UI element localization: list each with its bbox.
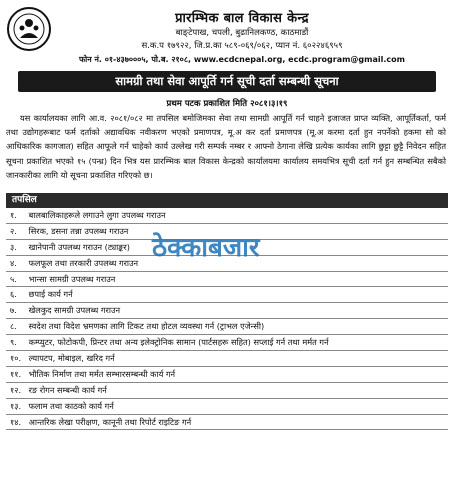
- list-item: [6, 367, 448, 383]
- item-text: छपाई कार्य गर्न: [28, 289, 73, 300]
- list-item: [6, 303, 448, 319]
- item-text: सिरक, डसना तन्ना उपलब्ध गराउन: [28, 225, 129, 236]
- item-text: भौतिक निर्माण तथा मर्मत सम्भारसम्बन्धी कार्य गर्न: [28, 368, 176, 379]
- list-item: [6, 272, 448, 288]
- list-item: [6, 351, 448, 367]
- item-number: ९.: [10, 337, 17, 348]
- item-text: आन्तरिक लेखा परीक्षण, कानूनी तथा रिपोर्ट राइटिङ गर्न: [28, 416, 192, 427]
- list-item: [6, 287, 448, 303]
- item-number: ५.: [10, 273, 17, 284]
- notice-title: सामग्री तथा सेवा आपूर्ति गर्न सूची दर्ता सम्बन्धी सूचना: [18, 71, 436, 92]
- item-number: ६.: [10, 289, 17, 300]
- list-item: [6, 399, 448, 415]
- list-item: [6, 319, 448, 335]
- item-text: फलाम तथा काठको कार्य गर्न: [28, 400, 114, 411]
- item-number: १०.: [10, 353, 22, 364]
- item-number: ३.: [10, 241, 17, 252]
- item-number: १४.: [10, 416, 22, 427]
- organization-title: प्रारम्भिक बाल विकास केन्द्र: [175, 11, 309, 26]
- organization-address: बाङ्टेपाख, चपली, बुढानिलकण्ठ, काठमाडौं: [175, 28, 309, 38]
- item-text: भान्सा सामग्री उपलब्ध गराउन: [28, 273, 116, 284]
- item-text: खेलकुद सामग्री उपलब्ध गराउन: [28, 305, 120, 316]
- item-number: ४.: [10, 257, 17, 268]
- list-item: [6, 335, 448, 351]
- item-text: फलफूल तथा तरकारी उपलब्ध गराउन: [28, 257, 139, 268]
- item-text: रङ रोगन सम्बन्धी कार्य गर्न: [28, 384, 107, 395]
- registration-info: स.क.प १७९२२, जि.प्र.का ५८९-०६९/०६२, प्यान नं. ६०२२४६९५९: [141, 41, 343, 51]
- item-text: ल्यापटप, मोबाइल, खरिद गर्न: [28, 353, 115, 364]
- item-text: स्वदेश तथा विदेश भ्रमणका लागि टिकट तथा होटल व्यवस्था गर्न (ट्राभल एजेन्सी): [28, 321, 265, 332]
- item-number: ७.: [10, 305, 17, 316]
- watermark-logo: [150, 222, 310, 268]
- notice-body: यस कार्यालयका लागि आ.व. २०८१/०८२ मा तपसिल बमोजिमका सेवा तथा सामग्री आपूर्ति गर्न चाहने इजाजत प्राप्त व्यक्ति, आपूर्तिकर्ता, फर्म तथा उद्योगहरूबाट फर्म दर्ताको अद्यावधिक नवीकरण भएको प्रमाणपत्र, मू.अ कर दर्ता प्रमाणपत्र (मू.अ करमा दर्ता हुन नपर्नेको हकमा सो को आधिकारिक कागजात) सहित आफूले गर्न चाहेको कार्य उल्लेख गरी सम्पर्क नम्बर र आफ्नो ठेगाना लेखि प्रत्येक कार्यका लागि छुट्टा छुट्टै निवेदन सहित सूचना प्रकाशित भएको १५ (पन्ध्र) दिन भित्र यस प्रारम्भिक बाल विकास केन्द्रको कार्यालयमा कार्यालय समयभित्र सूची दर्ता गर्न हुन सम्बन्धित सबैको जानकारीका लागि यो सूचना प्रकाशित गरिएको छ।: [6, 113, 446, 180]
- publication-date: प्रथम पटक प्रकाशित मिति २०८१।३।१९: [166, 99, 288, 109]
- item-number: १.: [10, 210, 17, 220]
- item-number: १३.: [10, 400, 22, 411]
- item-number: ८.: [10, 321, 17, 332]
- item-number: १२.: [10, 384, 22, 395]
- contact-info: फोन नं. ०१-४३७०००५, पो.ब. २१०८, www.ecdcnepal.org, ecdc.program@gmail.com: [79, 55, 405, 64]
- list-item: [6, 415, 448, 431]
- item-text: बालबालिकाहरूले लगाउने लुगा उपलब्ध गराउन: [28, 210, 166, 220]
- watermark-text: ठेक्काबजार: [152, 233, 260, 263]
- item-number: २.: [10, 225, 17, 236]
- list-item: [6, 383, 448, 399]
- item-text: कम्प्युटर, फोटोकपी, प्रिन्टर तथा अन्य इलेक्ट्रोनिक सामान (पार्टसहरू सहित) सप्लाई गर्न तथा मर्मत गर्न: [28, 337, 329, 348]
- item-text: खानेपानी उपलब्ध गराउन (ट्याङ्कर): [28, 241, 130, 252]
- schedule-header: तपसिल: [6, 193, 448, 208]
- item-number: ११.: [10, 368, 22, 379]
